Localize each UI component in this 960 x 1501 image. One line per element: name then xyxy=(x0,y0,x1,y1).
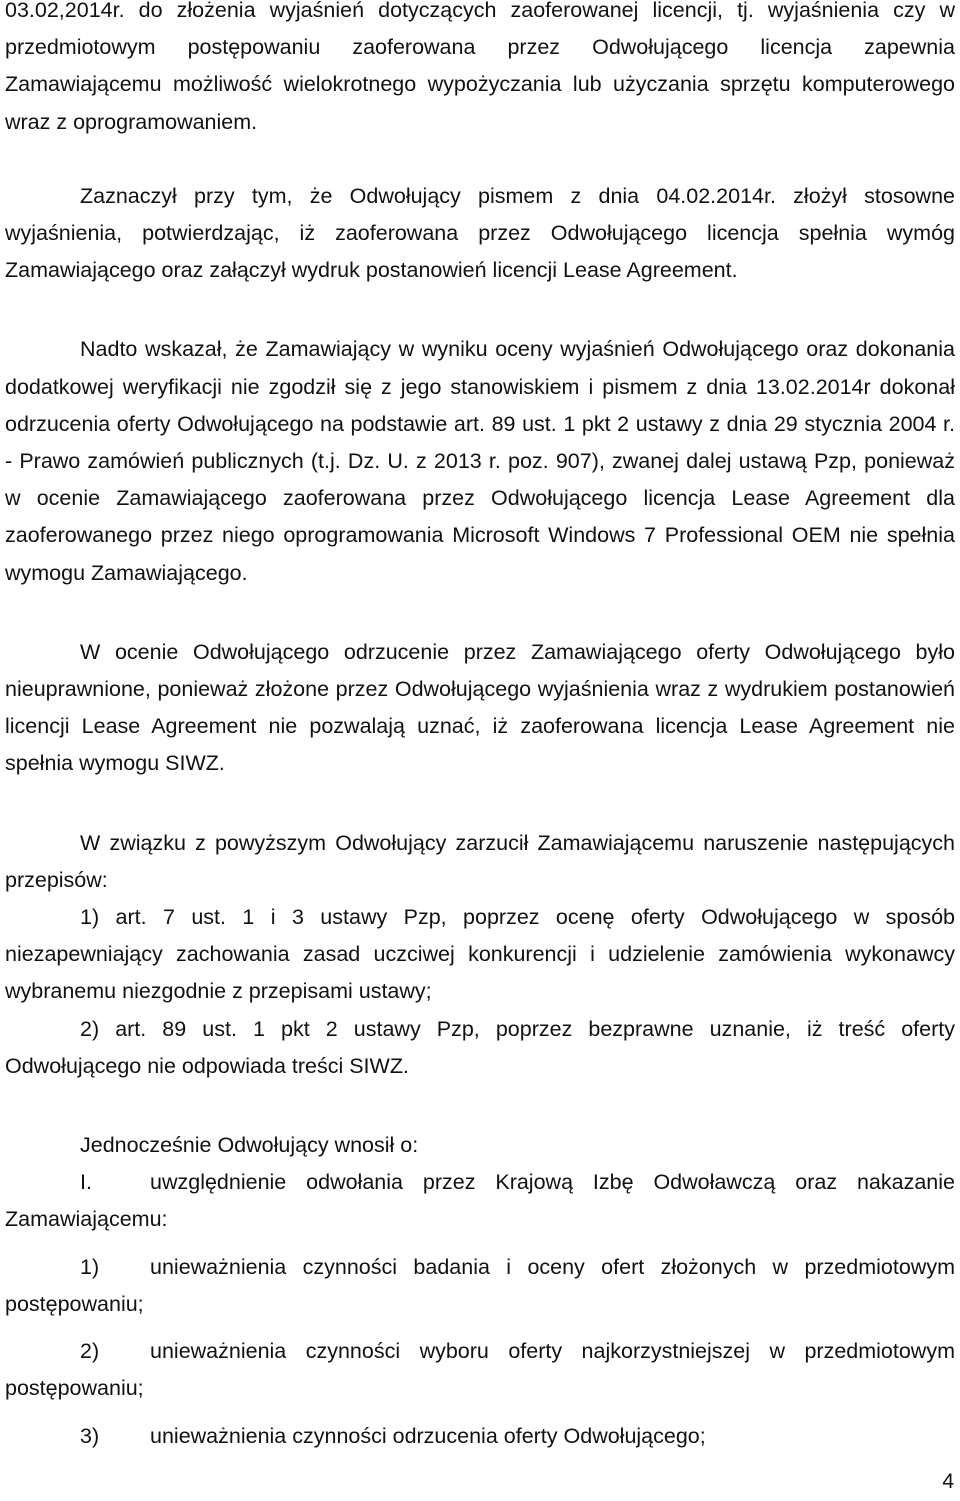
request-subitem-number: 1) xyxy=(80,1254,100,1279)
request-subitem-3 xyxy=(5,1418,955,1455)
charge-item-1 xyxy=(5,899,955,1011)
request-subitem-2 xyxy=(5,1333,955,1407)
document-page xyxy=(5,0,955,1455)
paragraph-appellant-opinion: W ocenie Odwołującego odrzucenie przez Zamawiającego oferty Odwołującego było nieuprawnione, ponieważ złożone przez Odwołującego wyjaśnienia wraz z wydrukiem postanowień licencji Lease Agreement nie pozwalają uznać, iż zaoferowana licencja Lease Agreement nie spełnia wymogu SIWZ. xyxy=(5,639,955,776)
paragraph-requests-intro: Jednocześnie Odwołujący wnosił o: xyxy=(80,1133,419,1158)
paragraph-licence-explanation: 03.02,2014r. do złożenia wyjaśnień dotyczących zaoferowanej licencji, tj. wyjaśnienia czy w przedmiotowym postępowaniu zaoferowana przez Odwołującego licencja zapewnia Zamawiającemu możliwość wielokrotnego wypożyczania lub użyczania sprzętu komputerowego wraz z oprogramowaniem. xyxy=(5,0,955,134)
request-subitem-text: unieważnienia czynności odrzucenia oferty Odwołującego; xyxy=(150,1423,706,1448)
charge-text: art. 89 ust. 1 pkt 2 ustawy Pzp, poprzez bezprawne uznanie, iż treść oferty Odwołującego nie odpowiada treści SIWZ. xyxy=(5,1016,955,1078)
paragraph-charges-intro: W związku z powyższym Odwołujący zarzucił Zamawiającemu naruszenie następujących przepisów: xyxy=(5,830,955,892)
charge-text: art. 7 ust. 1 i 3 ustawy Pzp, poprzez ocenę oferty Odwołującego w sposób niezapewniający zachowania zasad uczciwej konkurencji i udzielenie zamówienia wykonawcy wybranemu niezgodnie z przepisami ustawy; xyxy=(5,905,955,1004)
charge-number: 1) xyxy=(80,905,100,930)
request-text: uwzględnienie odwołania przez Krajową Izbę Odwoławczą oraz nakazanie Zamawiającemu: xyxy=(5,1170,955,1232)
request-number: I. xyxy=(80,1170,92,1195)
request-subitem-text: unieważnienia czynności wyboru oferty najkorzystniejszej w przedmiotowym postępowaniu; xyxy=(5,1339,955,1401)
paragraph-appellant-explanation: Zaznaczył przy tym, że Odwołujący pismem z dnia 04.02.2014r. złożył stosowne wyjaśnienia, potwierdzając, iż zaoferowana przez Odwołującego licencja spełnia wymóg Zamawiającego oraz załączył wydruk postanowień licencji Lease Agreement. xyxy=(5,183,955,283)
request-subitem-text: unieważnienia czynności badania i oceny ofert złożonych w przedmiotowym postępowaniu; xyxy=(5,1254,955,1316)
request-item-I xyxy=(5,1164,955,1238)
request-subitem-number: 3) xyxy=(80,1423,100,1448)
charge-number: 2) xyxy=(80,1016,100,1041)
paragraph-rejection: Nadto wskazał, że Zamawiający w wyniku oceny wyjaśnień Odwołującego oraz dokonania dodatkowej weryfikacji nie zgodził się z jego stanowiskiem i pismem z dnia 13.02.2014r dokonał odrzucenia oferty Odwołującego na podstawie art. 89 ust. 1 pkt 2 ustawy z dnia 29 stycznia 2004 r. - Prawo zamówień publicznych (t.j. Dz. U. z 2013 r. poz. 907), zwanej dalej ustawą Pzp, ponieważ w ocenie Zamawiającego zaoferowana przez Odwołującego licencja Lease Agreement dla zaoferowanego przez niego oprogramowania Microsoft Windows 7 Professional OEM nie spełnia wymogu Zamawiającego. xyxy=(5,337,955,585)
request-subitem-1 xyxy=(5,1249,955,1323)
request-subitem-number: 2) xyxy=(80,1339,100,1364)
charge-item-2 xyxy=(5,1011,955,1085)
page-number: 4 xyxy=(942,1470,954,1493)
